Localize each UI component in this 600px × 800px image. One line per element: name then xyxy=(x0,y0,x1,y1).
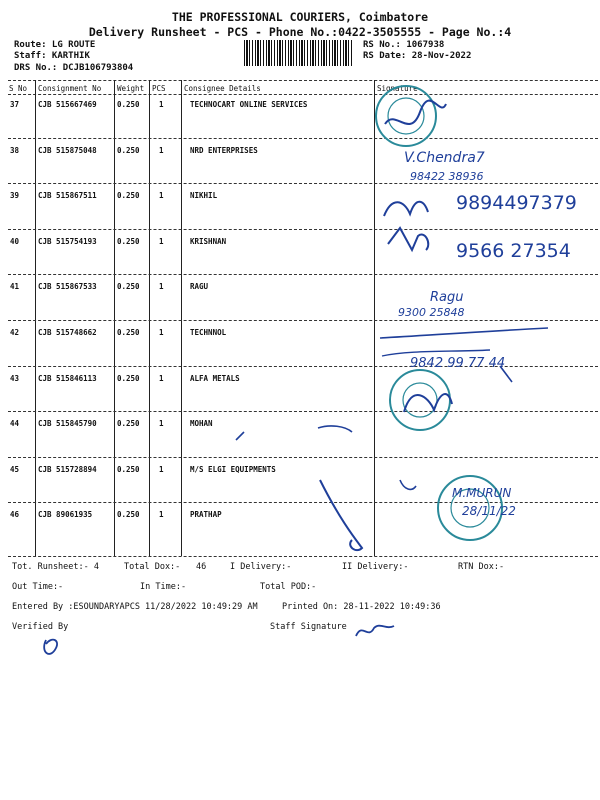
tot-runsheet: Tot. Runsheet:- 4 xyxy=(12,562,99,572)
barcode xyxy=(244,40,354,66)
handwritten-name-41: Ragu xyxy=(430,290,464,305)
staff-signature-mark xyxy=(356,626,394,636)
consignee-cell: RAGU xyxy=(190,282,209,292)
staff-label: Staff: KARTHIK xyxy=(14,51,90,61)
consignee-cell: ALFA METALS xyxy=(190,373,240,383)
rtn-dox: RTN Dox:- xyxy=(458,562,505,572)
column-rule xyxy=(114,80,115,556)
entered-by: Entered By :ESOUNDARYAPCS 11/28/2022 10:49:29 AM xyxy=(12,602,258,612)
company-stamp xyxy=(390,370,450,430)
pcs-cell: 1 xyxy=(159,100,164,109)
sno-cell: 45 xyxy=(10,464,20,474)
route-label: Route: LG ROUTE xyxy=(14,40,96,50)
row-separator xyxy=(8,320,598,321)
consignment-cell: CJB 89061935 xyxy=(38,510,93,520)
consignee-cell: MOHAN xyxy=(190,419,213,429)
verified-signature-mark xyxy=(44,640,57,654)
row-separator xyxy=(8,183,598,184)
handwritten-phone-38: 98422 38936 xyxy=(410,170,484,183)
consignment-cell: CJB 515754193 xyxy=(38,236,97,246)
weight-cell: 0.250 xyxy=(117,464,140,474)
column-rule xyxy=(35,80,36,556)
weight-cell: 0.250 xyxy=(117,145,140,155)
column-rule xyxy=(149,80,150,556)
handwritten-phone-42: 9842 99 77 44 xyxy=(410,356,506,371)
consignment-cell: CJB 515667469 xyxy=(38,100,97,109)
pcs-cell: 1 xyxy=(159,282,164,292)
header-top-rule xyxy=(8,80,598,81)
handwritten-name-38: V.Chendra7 xyxy=(404,150,485,166)
in-time: In Time:- xyxy=(140,582,187,592)
pcs-cell: 1 xyxy=(159,419,164,429)
row-separator xyxy=(8,138,598,139)
i-delivery: I Delivery:- xyxy=(230,562,292,572)
out-time: Out Time:- xyxy=(12,582,64,592)
sno-cell: 38 xyxy=(10,145,20,155)
col-pcs-header: PCS xyxy=(152,84,166,93)
signature-37 xyxy=(385,101,446,124)
signature-45 xyxy=(320,480,362,550)
consignment-cell: CJB 515728894 xyxy=(38,464,97,474)
drs-number: DRS No.: DCJB106793804 xyxy=(14,63,134,73)
consignment-cell: CJB 515875048 xyxy=(38,145,97,155)
column-rule xyxy=(374,80,375,556)
total-dox-value: 46 xyxy=(196,562,207,572)
row-separator xyxy=(8,366,598,367)
signature-39 xyxy=(384,202,428,216)
signature-42 xyxy=(380,328,548,338)
row-separator xyxy=(8,229,598,230)
pcs-cell: 1 xyxy=(159,236,164,246)
rs-number: RS No.: 1067938 xyxy=(363,40,445,50)
weight-cell: 0.250 xyxy=(117,373,140,383)
pcs-cell: 1 xyxy=(159,328,164,337)
consignee-cell: NRD ENTERPRISES xyxy=(190,145,258,155)
row-separator xyxy=(8,274,598,275)
consignee-cell: NIKHIL xyxy=(190,191,218,201)
consignee-cell: M/S ELGI EQUIPMENTS xyxy=(190,464,276,474)
handwritten-phone-40: 9566 27354 xyxy=(456,240,571,262)
col-weight-header: Weight xyxy=(117,84,145,93)
ii-delivery: II Delivery:- xyxy=(342,562,409,572)
total-pod: Total POD:- xyxy=(260,582,317,592)
consignment-cell: CJB 515867511 xyxy=(38,191,97,201)
handwritten-date-46: 28/11/22 xyxy=(462,504,516,518)
verified-by: Verified By xyxy=(12,622,69,632)
pcs-cell: 1 xyxy=(159,464,164,474)
consignee-cell: TECHNOCART ONLINE SERVICES xyxy=(190,100,308,109)
sno-cell: 46 xyxy=(10,510,20,520)
footer-rule xyxy=(8,556,598,557)
signature-40 xyxy=(388,228,428,250)
company-title: THE PROFESSIONAL COURIERS, Coimbatore xyxy=(171,10,429,24)
weight-cell: 0.250 xyxy=(117,282,140,292)
weight-cell: 0.250 xyxy=(117,100,140,109)
pcs-cell: 1 xyxy=(159,373,164,383)
weight-cell: 0.250 xyxy=(117,236,140,246)
column-rule xyxy=(181,80,182,556)
row-separator xyxy=(8,457,598,458)
col-consignment-header: Consignment No xyxy=(38,84,102,93)
sno-cell: 43 xyxy=(10,373,20,383)
col-consignee-header: Consignee Details xyxy=(184,84,261,93)
signature-43 xyxy=(404,394,452,412)
col-signature-header: Signature xyxy=(377,84,418,93)
weight-cell: 0.250 xyxy=(117,328,140,337)
consignment-cell: CJB 515845790 xyxy=(38,419,97,429)
weight-cell: 0.250 xyxy=(117,191,140,201)
sno-cell: 41 xyxy=(10,282,20,292)
sno-cell: 44 xyxy=(10,419,20,429)
printed-on: Printed On: 28-11-2022 10:49:36 xyxy=(282,602,441,612)
consignee-cell: KRISHNAN xyxy=(190,236,227,246)
pcs-cell: 1 xyxy=(159,510,164,520)
header-bottom-rule xyxy=(8,94,598,95)
weight-cell: 0.250 xyxy=(117,419,140,429)
staff-signature-label: Staff Signature xyxy=(270,622,347,632)
handwritten-name-46: M.MURUN xyxy=(452,486,512,500)
total-dox-label: Total Dox:- xyxy=(124,562,181,572)
consignee-cell: PRATHAP xyxy=(190,510,222,520)
handwritten-phone-41: 9300 25848 xyxy=(398,306,465,319)
weight-cell: 0.250 xyxy=(117,510,140,520)
sno-cell: 40 xyxy=(10,236,20,246)
sno-cell: 42 xyxy=(10,328,20,337)
consignee-cell: TECHNNOL xyxy=(190,328,227,337)
consignment-cell: CJB 515846113 xyxy=(38,373,97,383)
rs-date: RS Date: 28-Nov-2022 xyxy=(363,51,472,61)
handwritten-phone-39: 9894497379 xyxy=(456,192,577,214)
pcs-cell: 1 xyxy=(159,145,164,155)
sno-cell: 37 xyxy=(10,100,20,109)
col-sno-header: S No xyxy=(9,84,28,93)
consignment-cell: CJB 515748662 xyxy=(38,328,97,337)
consignment-cell: CJB 515867533 xyxy=(38,282,97,292)
pcs-cell: 1 xyxy=(159,191,164,201)
runsheet-subtitle: Delivery Runsheet - PCS - Phone No.:0422-3505555 - Page No.:4 xyxy=(88,25,512,39)
row-separator xyxy=(8,411,598,412)
sno-cell: 39 xyxy=(10,191,20,201)
